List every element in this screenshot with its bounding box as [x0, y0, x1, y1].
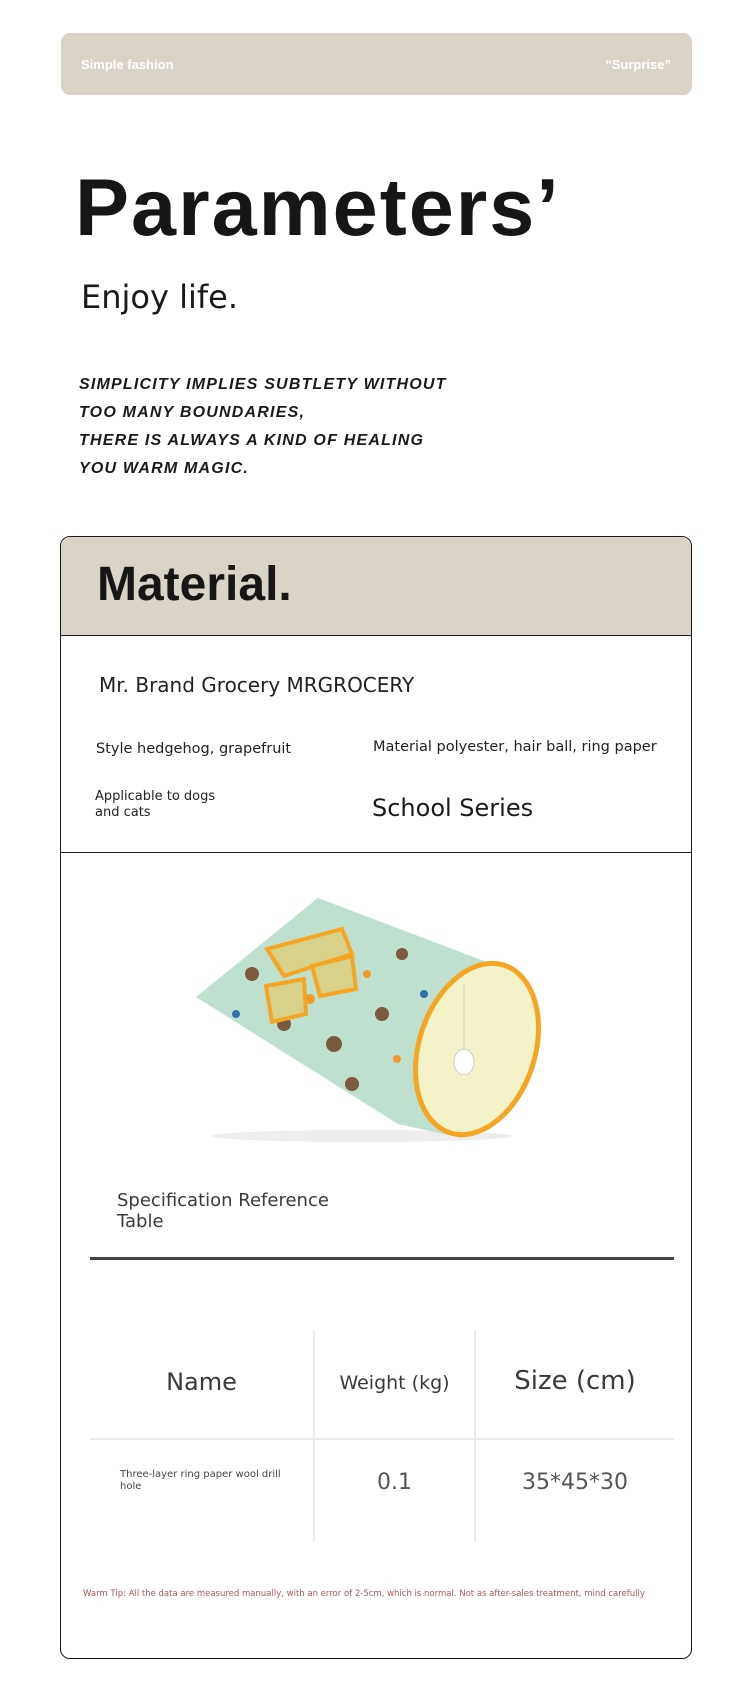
applicable-text: Applicable to dogs and cats	[95, 789, 216, 820]
spec-table	[90, 1330, 674, 1542]
column-header-name: Name	[166, 1368, 237, 1396]
slogan-block	[79, 371, 447, 483]
page-subtitle: Enjoy life.	[81, 278, 238, 316]
spec-rule	[90, 1257, 674, 1260]
slogan-line: YOU WARM MAGIC.	[79, 460, 249, 477]
slogan-line: TOO MANY BOUNDARIES,	[79, 404, 306, 421]
material-card	[60, 536, 692, 1659]
column-divider	[313, 1330, 315, 1542]
top-banner	[61, 33, 692, 95]
banner-left-text: Simple fashion	[81, 56, 174, 72]
card-title: Material.	[97, 558, 292, 611]
page-title: Parameters’	[75, 163, 561, 253]
card-header	[61, 537, 691, 636]
column-header-size: Size (cm)	[514, 1366, 636, 1396]
column-header-weight: Weight (kg)	[339, 1372, 450, 1394]
slogan-line: THERE IS ALWAYS A KIND OF HEALING	[79, 432, 425, 449]
series-text: School Series	[372, 794, 534, 822]
row-divider	[90, 1438, 674, 1440]
table-cell-size: 35*45*30	[522, 1470, 628, 1495]
brand-text: Mr. Brand Grocery MRGROCERY	[99, 673, 415, 697]
product-image	[192, 894, 542, 1144]
slogan-line: SIMPLICITY IMPLIES SUBTLETY WITHOUT	[79, 376, 447, 393]
warm-tip: Warm Tip: All the data are measured manually, with an error of 2-5cm, which is normal. Not as after-sales treatment, mind carefully	[83, 1589, 645, 1599]
column-divider	[474, 1330, 476, 1542]
section-divider	[61, 852, 691, 853]
table-cell-weight: 0.1	[377, 1470, 412, 1495]
style-text: Style hedgehog, grapefruit	[96, 741, 292, 757]
banner-right-text: “Surprise”	[605, 56, 671, 72]
material-text: Material polyester, hair ball, ring paper	[373, 739, 657, 755]
table-cell-name: Three-layer ring paper wool drill hole	[120, 1469, 281, 1492]
spec-table-title: Specification Reference Table	[117, 1190, 329, 1232]
